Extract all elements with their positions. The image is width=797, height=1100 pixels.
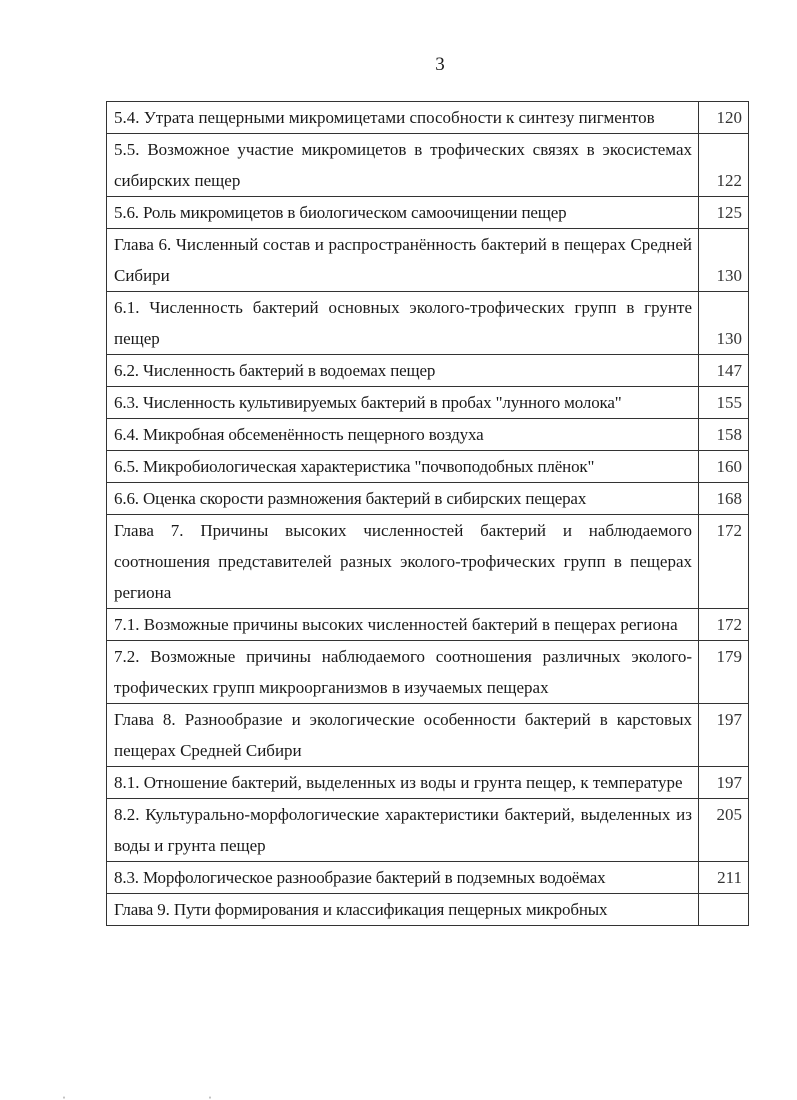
toc-entry-page: 160 xyxy=(699,451,749,483)
toc-row xyxy=(107,419,749,451)
toc-entry-title: 6.2. Численность бактерий в водоемах пещер xyxy=(107,355,699,387)
toc-entry-title: Глава 9. Пути формирования и классификация пещерных микробных xyxy=(107,894,699,926)
toc-entry-page: 179 xyxy=(699,641,749,704)
toc-entry-title: 5.6. Роль микромицетов в биологическом самоочищении пещер xyxy=(107,197,699,229)
page-number: 3 xyxy=(435,54,445,75)
toc-entry-page: 120 xyxy=(699,102,749,134)
toc-row xyxy=(107,451,749,483)
toc-entry-title: 6.3. Численность культивируемых бактерий в пробах "лунного молока" xyxy=(107,387,699,419)
toc-entry-title: Глава 8. Разнообразие и экологические особенности бактерий в карстовых пещерах Средней Сибири xyxy=(107,704,699,767)
toc-entry-page: 168 xyxy=(699,483,749,515)
toc-entry-title: 6.6. Оценка скорости размножения бактерий в сибирских пещерах xyxy=(107,483,699,515)
toc-entry-page: 155 xyxy=(699,387,749,419)
toc-entry-page: 197 xyxy=(699,704,749,767)
toc-row xyxy=(107,229,749,292)
toc-row xyxy=(107,483,749,515)
toc-entry-page: 130 xyxy=(699,229,749,292)
toc-entry-page: 205 xyxy=(699,799,749,862)
toc-entry-page: 211 xyxy=(699,862,749,894)
toc-entry-title: 8.2. Культурально-морфологические характеристики бактерий, выделенных из воды и грунта пещер xyxy=(107,799,699,862)
toc-row xyxy=(107,704,749,767)
toc-entry-title: Глава 6. Численный состав и распространённость бактерий в пещерах Средней Сибири xyxy=(107,229,699,292)
toc-row xyxy=(107,609,749,641)
toc-row xyxy=(107,862,749,894)
toc-entry-title: Глава 7. Причины высоких численностей бактерий и наблюдаемого соотношения представителей разных эколого-трофических групп в пещерах региона xyxy=(107,515,699,609)
toc-entry-title: 5.5. Возможное участие микромицетов в трофических связях в экосистемах сибирских пещер xyxy=(107,134,699,197)
toc-entry-page: 172 xyxy=(699,515,749,609)
toc-row xyxy=(107,767,749,799)
toc-entry-page: 158 xyxy=(699,419,749,451)
toc-row xyxy=(107,387,749,419)
toc-entry-title: 6.5. Микробиологическая характеристика "почвоподобных плёнок" xyxy=(107,451,699,483)
toc-row xyxy=(107,799,749,862)
toc-row xyxy=(107,641,749,704)
toc-entry-title: 5.4. Утрата пещерными микромицетами способности к синтезу пигментов xyxy=(107,102,699,134)
toc-row xyxy=(107,134,749,197)
toc-row xyxy=(107,197,749,229)
toc-entry-title: 8.3. Морфологическое разнообразие бактерий в подземных водоёмах xyxy=(107,862,699,894)
table-of-contents xyxy=(106,101,749,926)
toc-entry-page xyxy=(699,894,749,926)
toc-entry-page: 122 xyxy=(699,134,749,197)
toc-entry-title: 7.1. Возможные причины высоких численностей бактерий в пещерах региона xyxy=(107,609,699,641)
toc-row xyxy=(107,102,749,134)
scan-mark: ˌ xyxy=(62,1085,66,1099)
toc-entry-page: 197 xyxy=(699,767,749,799)
toc-entry-title: 6.4. Микробная обсеменённость пещерного воздуха xyxy=(107,419,699,451)
toc-entry-title: 7.2. Возможные причины наблюдаемого соотношения различных эколого-трофических групп микроорганизмов в изучаемых пещерах xyxy=(107,641,699,704)
toc-row xyxy=(107,894,749,926)
toc-entry-page: 172 xyxy=(699,609,749,641)
toc-row xyxy=(107,355,749,387)
toc-entry-page: 147 xyxy=(699,355,749,387)
toc-entry-page: 125 xyxy=(699,197,749,229)
scan-mark: ˌ xyxy=(208,1085,212,1099)
toc-entry-page: 130 xyxy=(699,292,749,355)
toc-row xyxy=(107,292,749,355)
toc-entry-title: 6.1. Численность бактерий основных эколого-трофических групп в грунте пещер xyxy=(107,292,699,355)
toc-row xyxy=(107,515,749,609)
toc-entry-title: 8.1. Отношение бактерий, выделенных из воды и грунта пещер, к температуре xyxy=(107,767,699,799)
